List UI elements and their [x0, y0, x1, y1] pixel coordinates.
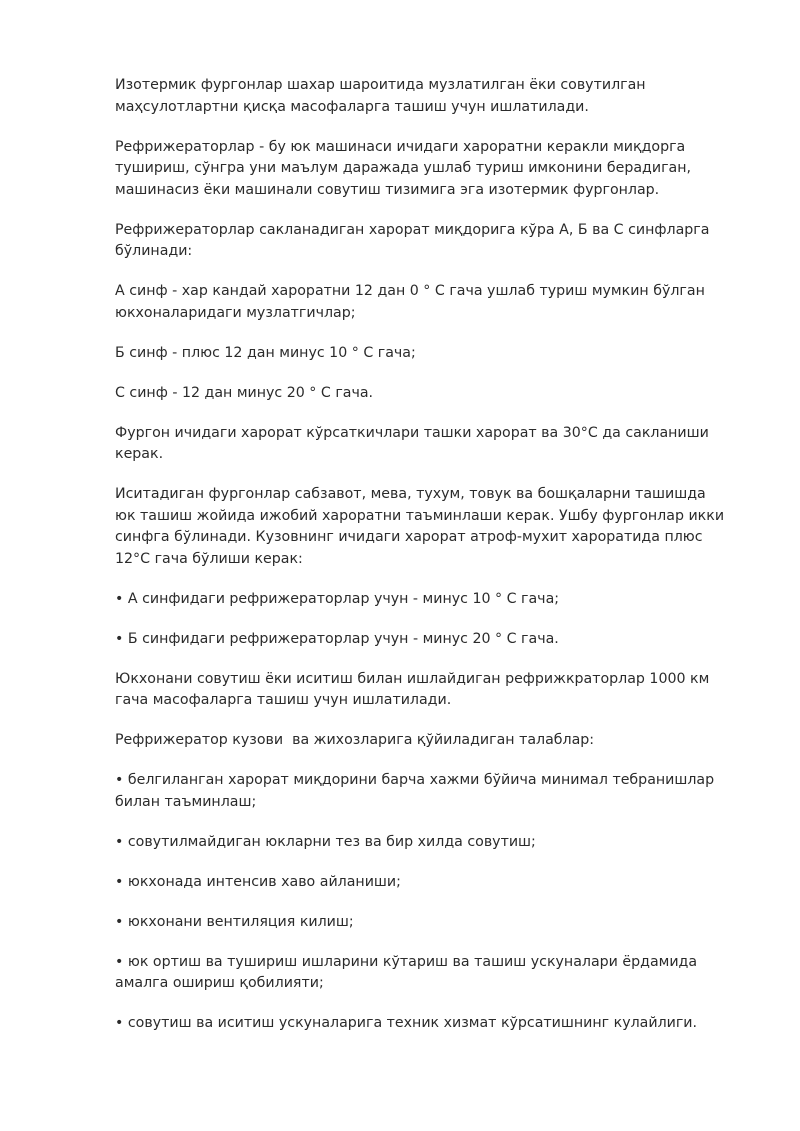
paragraph-class-b: Б синф - плюс 12 дан минус 10 ° С гача; [115, 344, 416, 361]
list-item-requirement-6: • совутиш ва иситиш ускуналарига техник хизмат кўрсатишнинг кулайлиги. [115, 1015, 698, 1031]
paragraph-intro: Изотермик фургонлар шахар шароитида музлатилган ёки совутилган маҳсулотлартни қисқа масофаларга ташиш учун ишлатилади. [115, 77, 651, 115]
list-item-requirement-5: • юк ортиш ва тушириш ишларини кўтариш ва ташиш ускуналари ёрдамида амалга ошириш қобилияти; [115, 953, 702, 991]
list-item-class-a-heated: • А синфидаги рефрижераторлар учун - минус 10 ° С гача; [115, 590, 560, 607]
list-item-class-b-heated: • Б синфидаги рефрижераторлар учун - минус 20 ° С гача. [115, 630, 559, 647]
paragraph-heated-vans: Иситадиган фургонлар сабзавот, мева, тухум, товук ва бошқаларни ташишда юк ташиш жойида ижобий хароратни таъминлаши керак. Ушбу фургонлар икки синфга бўлинади. Кузовнинг ичидаги харорат атроф-мухит хароратида плюс 12°С гача бўлиши керак: [115, 486, 729, 567]
paragraph-class-division: Рефрижераторлар сакланадиган харорат миқдорига кўра А, Б ва С синфларга бўлинади: [115, 221, 714, 259]
paragraph-refrigerator-definition: Рефрижераторлар - бу юк машинаси ичидаги хароратни керакли миқдорга тушириш, сўнгра уни маълум даражада ушлаб туриш имконини берадиган, машинасиз ёки машинали совутиш тизимига эга изотермик фургонлар. [115, 138, 696, 198]
list-item-requirement-2: • совутилмайдиган юкларни тез ва бир хилда совутиш; [115, 833, 536, 850]
paragraph-requirements-heading: Рефрижератор кузови ва жихозларига қўйиладиган талаблар: [115, 732, 595, 748]
paragraph-class-a: А синф - хар кандай хароратни 12 дан 0 ° С гача ушлаб туриш мумкин бўлган юкхоналаридаги музлатгичлар; [115, 283, 710, 321]
document-body [115, 75, 727, 1053]
list-item-requirement-4: • юкхонани вентиляция килиш; [115, 913, 354, 930]
list-item-requirement-1: • белгиланган харорат миқдорини барча хажми бўйича минимал тебранишлар билан таъминлаш; [115, 772, 719, 810]
paragraph-class-c: С синф - 12 дан минус 20 ° С гача. [115, 384, 374, 401]
list-item-requirement-3: • юкхонада интенсив хаво айланиши; [115, 873, 401, 890]
paragraph-distance: Юкхонани совутиш ёки иситиш билан ишлайдиган рефрижкраторлар 1000 км гача масофаларга ташиш учун ишлатилади. [115, 670, 714, 708]
paragraph-van-temperature: Фургон ичидаги харорат кўрсаткичлари ташки харорат ва 30°С да сакланиши керак. [115, 424, 714, 462]
